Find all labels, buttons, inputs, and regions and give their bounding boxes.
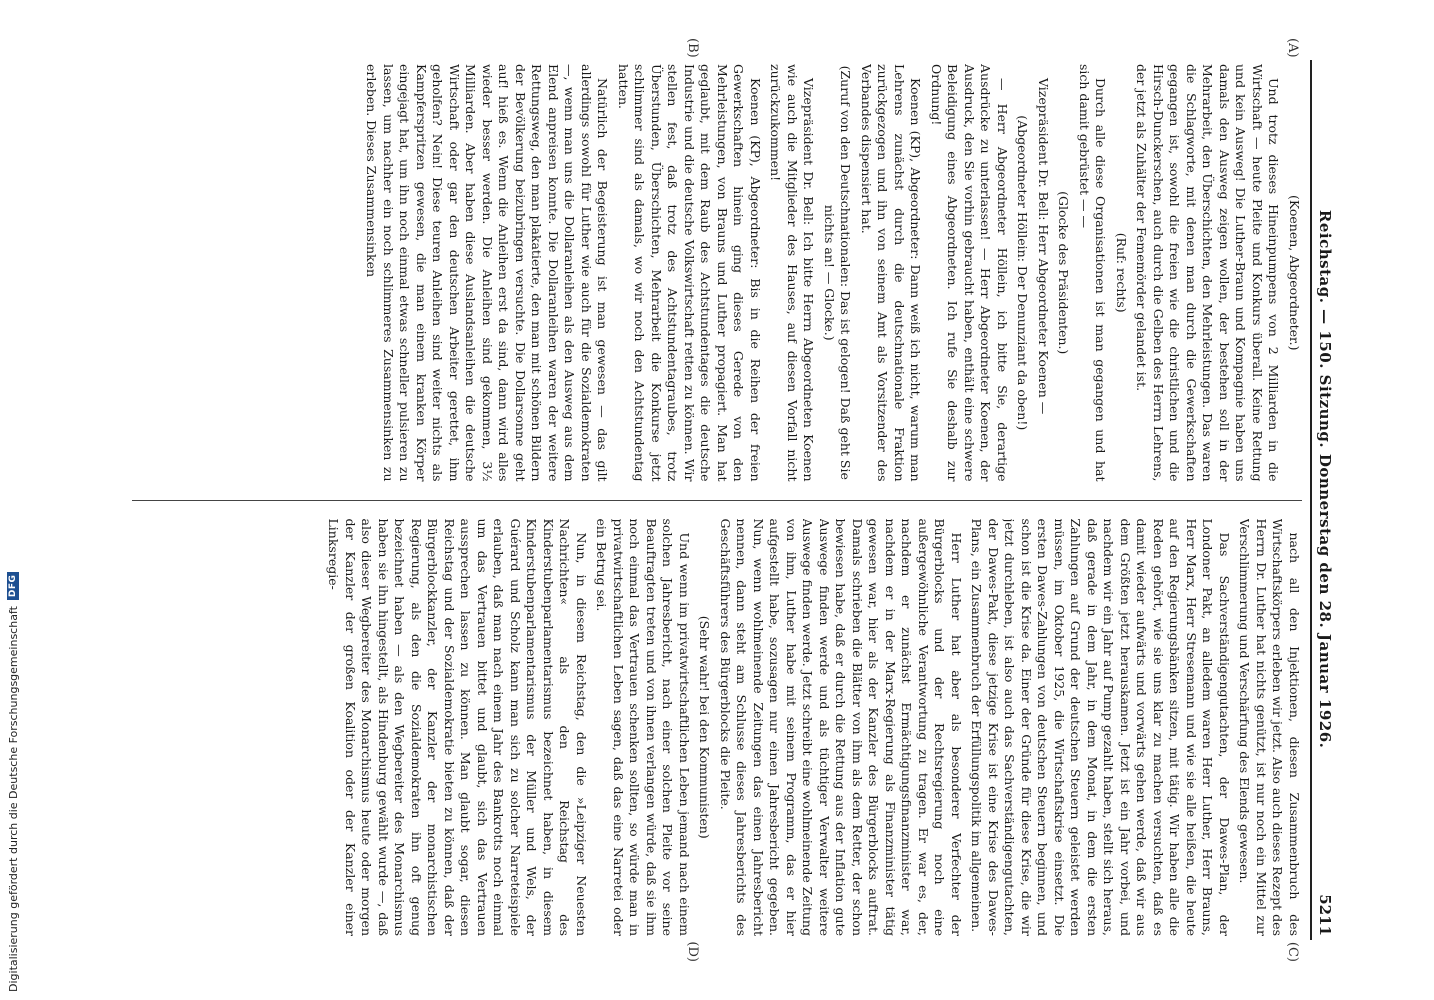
right-column — [132, 519, 1302, 937]
paragraph: (Sehr wahr! bei den Kommunisten) — [697, 615, 713, 839]
page-header — [1310, 60, 1340, 940]
footer-strip — [4, 0, 22, 1000]
margin-mark-c: (C) — [1285, 941, 1300, 962]
paragraph: Und wenn im privatwirtschaftlichen Leben jemand nach einem solchen Jahresbericht, nach einer solchen Pleite vor seine Beauftragten treten und von ihnen verlangen würde, daß sie ihm noch einmal das Vertrauen schenken sollten, so würde man in privatwirtschaftlichen Leben sagen, daß das eine Narretei oder ein Betrug sei. — [594, 518, 692, 936]
paragraph: Und trotz dieses Hineinpumpens von 2 Milliarden in die Wirtschaft — heute Pleite und Konkurs überall. Keine Rettung und kein Ausweg! Die Luther-Braun und Kompagnie haben uns damals den Ausweg zeigen wollen, der bestehen soll in der Mehrarbeit, den Überschichten, den Mehrleistungen. Das waren die Schlagworte, mit denen man durch die Gewerkschaften gegangen ist, sowohl die freien wie die christlichen und die Hirsch-Dunckerschen, auch durch die Gelben des Herrn Lehrens, der jetzt als Zuhälter der Fememörder gelandet ist. — [1134, 64, 1282, 482]
margin-mark-b: (B) — [685, 38, 700, 58]
dfg-logo-icon: DFG — [7, 572, 19, 601]
paragraph: Vizepräsident Dr. Bell: Ich bitte Herrn Abgeordneten Koenen wie auch die Mitglieder des Hauses, auf diesen Vorfall nicht zurückzukommen! — [768, 64, 817, 482]
paragraph: (Abgeordneter Höllein: Der Denunziant da oben!) — [1015, 115, 1031, 431]
paragraph: Koenen (KP), Abgeordneter: Bis in die Reihen der freien Gewerkschaften hinein ging dieses Gerede von den Mehrleistungen, von Brauns und Luther propagiert. Man hat geglaubt, mit dem Raub des Achtstundentages die deutsche Industrie und die deutsche Volkswirtschaft retten zu können. Wir stellen fest, daß trotz des Achtstundentagraubes, trotz Überstunden, Überschichten, Mehrarbeit die Konkurse jetzt schlimmer sind als damals, wo wir noch den Achtstundentag hatten. — [616, 64, 763, 482]
paragraph: (Glocke des Präsidenten.) — [1056, 191, 1072, 355]
paragraph: nach all den Injektionen, diesen Zusammenbruch des Wirtschaftskörpers erleben wir jetzt. Also auch dieses Rezept des Herrn Dr. Luther hat nichts genützt, ist nur noch ein Mittel zur Verschlimmerung und Verschärfung des Elends gewesen. — [1237, 518, 1302, 936]
page-number: 5211 — [1316, 894, 1334, 936]
paragraph: Das Sachverständigengutachten, der Dawes-Plan, der Londoner Pakt, an alledem waren Herr Luther, Herr Brauns, Herr Marx, Herr Stresemann und wie sie alle heißen, die heute auf den Regierungsbänken sitzen, mit tätig. Wir haben alle die Reden gehört, wie sie uns klar zu machen versuchten, daß es damit wieder aufwärts und vorwärts gehen werde, daß wir aus dem Größten jetzt herauskamen. Jetzt ist ein Jahr vorbei, und nachdem wir ein Jahr auf Pump gezahlt haben, stellt sich heraus, daß gerade in dem Jahr, in dem Monat, in dem die ersten Zahlungen auf Grund der deutschen Steuern geleistet werden müssen, im Oktober 1925, die Wirtschaftskrise einsetzt. Die ersten Dawes-Zahlungen von deutschen Steuern beginnen, und schon ist die Krise da. Einer der Gründe für diese Krise, die wir jetzt durchleben, ist also auch das Sachverständigengutachten, der Dawes-Pakt, diese jetzige Krise ist eine Krise des Dawes-Plans, ein Zusammenbruch der Erfüllungspolitik im allgemeinen. — [969, 518, 1232, 936]
column-divider — [132, 500, 1302, 501]
paragraph: — Herr Abgeordneter Höllein, ich bitte Sie, derartige Ausdrücke zu unterlassen! — Herr Abgeordneter Koenen, der Ausdruck, den Sie vorhin gebraucht haben, enthält eine schwere Beleidigung eines Abgeordneten. Ich rufe Sie deshalb zur Ordnung! — [929, 64, 1010, 482]
header-title: Reichstag. — 150. Sitzung. Donnerstag den 28. Januar 1926. — [1316, 209, 1334, 749]
left-column — [132, 64, 1302, 482]
footer-inner — [4, 0, 22, 992]
paragraph: Natürlich der Begeisterung ist man gewesen — das gilt allerdings sowohl für Luther wie auch für die Sozialdemokraten —, wenn man uns die Dollaranleihen als den Ausweg aus dem Elend anpreisen konnte. Die Dollaranleihen waren der weitere Rettungsweg, den man plakatierte, den man mit schönen Bildern der Bevölkerung beizubringen versuchte. Die Dollarsonne geht auf! hieß es. Wenn die Anleihen erst da sind, dann wird alles wieder besser werden. Die Anleihen sind gekommen, 3½ Milliarden. Aber haben diese Auslandsanleihen die deutsche Wirtschaft oder gar den deutschen Arbeiter gerettet, ihm geholfen? Nein! Diese teuren Anleihen sind weiter nichts als Kampferspritzen gewesen, die man einem kranken Körper eingejagt hat, um ihn noch einmal etwas schneller pulsieren zu lassen, um nachher ein noch schlimmeres Zusammensinken zu erleben. Dieses Zusammensinken — [364, 64, 611, 482]
rotated-page-content — [100, 38, 1340, 962]
scanned-page — [100, 38, 1340, 962]
paragraph: Koenen (KP), Abgeordneter: Dann weiß ich nicht, warum man Lehrens zunächst durch die deutschnationale Fraktion zurückgezogen und ihn von seinem Amt als Vorsitzender des Verbandes dispensiert hat. — [859, 64, 924, 482]
text-columns — [132, 60, 1310, 940]
margin-mark-d: (D) — [685, 941, 700, 962]
paragraph: Nun, in diesem Reichstag, den die »Leipziger Neuesten Nachrichten« als den Reichstag des Kinderstubenparlamentarismus bezeichnet haben, in diesem Kinderstubenparlamentarismus der Müller und Wels, der Guérard und Scholz kann man sich zu solcher Narreteispiele erlauben, daß man nach einem Jahr des Bankrotts noch einmal um das Vertrauen bittet und glaubt, sich das Vertrauen aussprechen lassen zu können. Man glaubt sogar, diesen Reichstag und der Sozialdemokratie bieten zu können, daß der Bürgerblockkanzler, der Kanzler der monarchistischen Regierung, als den die Sozialdemokraten ihn oft genug bezeichnet haben — als den Wegbereiter des Monarchismus haben sie ihn hingestellt, als Hindenburg gewählt wurde —, daß also dieser Wegbereiter des Monarchismus heute oder morgen der Kanzler der großen Koalition oder der Kanzler einer Linksregie- — [326, 518, 589, 936]
paragraph: Vizepräsident Dr. Bell: Herr Abgeordneter Koenen — — [1036, 78, 1051, 415]
footer-text: Digitalisierung gefördert durch die Deutsche Forschungsgemeinschaft — [6, 606, 20, 992]
paragraph: (Koenen, Abgeordneter.) — [1287, 195, 1302, 351]
paragraph: (Ruf: rechts) — [1114, 232, 1129, 313]
paragraph: Herr Luther hat aber als besonderer Verfechter der Bürgerblocks und der Rechtsregierung noch eine außergewöhnliche Verantwortung zu tragen. Er war es, der, nachdem er zunächst Ermächtigungsfinanzminister war, nachdem er in der Marx-Regierung als Finanzminister tätig gewesen war, hier als der Kanzler des Bürgerblocks auftrat. Damals schrieben die Blätter von ihm als dem Retter, der schon bewiesen habe, daß er durch die Rettung aus der Inflation gute Auswege finden werde und als tüchtiger Verwalter weitere Auswege finden werde. Jetzt schreibt eine wohlmeinende Zeitung von ihm, Luther habe mit seinem Programm, das er hier aufgestellt habe, sozusagen nur einen Jahresbericht gegeben. Nun, wenn wohlmeinende Zeitungen das einen Jahresbericht nennen, dann steht am Schlusse dieses Jahresberichts des Geschäftsführers des Bürgerblocks die Pleite. — [718, 518, 964, 936]
paragraph: Durch alle diese Organisationen ist man gegangen und hat sich damit gebrüstet — — — [1077, 64, 1109, 482]
margin-mark-a: (A) — [1285, 38, 1300, 58]
paragraph: (Zuruf von den Deutschnationalen: Das ist gelogen! Daß geht Sie nichts an! — Glocke.) — [822, 65, 854, 480]
